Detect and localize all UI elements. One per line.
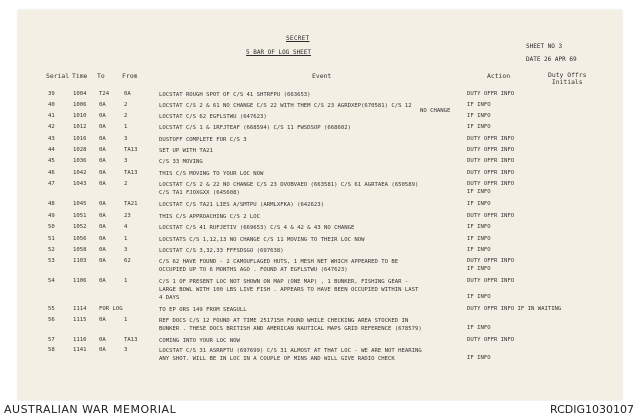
from-cell: 2 xyxy=(124,113,128,119)
serial-cell: 51 xyxy=(48,236,55,242)
event-line: REF DOCS C/S 12 FOUND AT TIME 251715H FOUND WHILE CHECKING AREA STOCKED IN xyxy=(159,318,409,324)
from-cell: 3 xyxy=(124,136,128,142)
action-cell: IF INFO xyxy=(467,201,491,207)
event-line: C/S 33 MOVING xyxy=(159,159,203,165)
action-cell: IF INFO xyxy=(467,113,491,119)
sheet-date: DATE 26 APR 69 xyxy=(526,56,577,63)
action-cell: IF INFO xyxy=(467,189,491,195)
event-line: LOCSTAT ROUGH SPOT OF C/S 41 SHTRFPU (663653) xyxy=(159,92,311,98)
to-cell: 0A xyxy=(99,278,106,284)
event-line: THIS C/S APPROACHING C/S 2 LOC xyxy=(159,214,261,220)
to-cell: 0A xyxy=(99,317,106,323)
serial-cell: 53 xyxy=(48,258,55,264)
from-cell: TA13 xyxy=(124,337,138,343)
serial-cell: 42 xyxy=(48,124,55,130)
serial-cell: 54 xyxy=(48,278,55,284)
time-cell: 1114 xyxy=(73,306,87,312)
action-cell: IF INFO xyxy=(467,247,491,253)
to-cell: 0A xyxy=(99,102,106,108)
action-cell: DUTY OFFR INFO xyxy=(467,278,515,284)
column-header-to: To xyxy=(97,72,105,80)
time-cell: 1042 xyxy=(73,170,87,176)
to-cell: FOR LOG xyxy=(99,306,123,312)
event-line: COMING INTO YOUR LOC NOW xyxy=(159,338,240,344)
serial-cell: 58 xyxy=(48,347,55,353)
time-cell: 1004 xyxy=(73,91,87,97)
from-cell: 23 xyxy=(124,213,131,219)
to-cell: 0A xyxy=(99,158,106,164)
time-cell: 1028 xyxy=(73,147,87,153)
event-line: 4 DAYS xyxy=(159,295,180,301)
event-line: LOCSTAT C/S 3,32,33 FFFSDSGO (697638) xyxy=(159,248,284,254)
event-line: LOCSTAT C/S 1 & 1RFJTEAF (668594) C/S 11 FWSDSOP (668602) xyxy=(159,125,351,131)
time-cell: 1115 xyxy=(73,317,87,323)
from-cell: TA13 xyxy=(124,147,138,153)
to-cell: 0A xyxy=(99,247,106,253)
from-cell: TA13 xyxy=(124,170,138,176)
serial-cell: 52 xyxy=(48,247,55,253)
event-line: C/S 62 HAVE FOUND - 2 CAMOUFLAGED HUTS, 1 MESH NET WHICH APPEARED TO BE xyxy=(159,259,399,265)
to-cell: 0A xyxy=(99,224,106,230)
serial-cell: 47 xyxy=(48,181,55,187)
event-line: C/S TA1 FJOXGXX (645608) xyxy=(159,190,240,196)
action-cell: IF INFO xyxy=(467,325,491,331)
to-cell: 0A xyxy=(99,347,106,353)
event-line: LOCSTAT C/S 2 & 22 NO CHANGE C/S 23 DVOBVAEO (663581) C/S 61 AGRTAEA (650589) xyxy=(159,182,419,188)
action-cell: DUTY OFFR INFO xyxy=(467,337,515,343)
serial-cell: 44 xyxy=(48,147,55,153)
time-cell: 1141 xyxy=(73,347,87,353)
to-cell: 0A xyxy=(99,181,106,187)
serial-cell: 56 xyxy=(48,317,55,323)
time-cell: 1051 xyxy=(73,213,87,219)
event-line: C/S 1 OF PRESENT LOC NOT SHOWN ON MAP (ONE MAP) , 1 BUNKER, FISHING GEAR - xyxy=(159,279,409,285)
action-cell: IF INFO xyxy=(467,355,491,361)
document-classification: SECRET xyxy=(286,35,310,42)
event-line: LOCSTAT C/S TA21 LIES A/SMTPU (ARMLXFKA) (642623) xyxy=(159,202,325,208)
action-cell: DUTY OFFR INFO xyxy=(467,147,515,153)
to-cell: 0A xyxy=(99,258,106,264)
action-cell: DUTY OFFR INFO xyxy=(467,181,515,187)
event-line: LOCSTATS C/S 1,12,13 NO CHANGE C/S 11 MOVING TO THEIR LOC NOW xyxy=(159,237,365,243)
to-cell: 0A xyxy=(99,136,106,142)
from-cell: 4 xyxy=(124,224,128,230)
event-line: LOCSTAT C/S 62 EGFLSTWU (647623) xyxy=(159,114,267,120)
action-cell: IF INFO xyxy=(467,236,491,242)
action-cell: DUTY OFFR INFO xyxy=(467,158,515,164)
time-cell: 1116 xyxy=(73,337,87,343)
time-cell: 1006 xyxy=(73,102,87,108)
event-line: LOCSTAT C/S 2 & 61 NO CHANGE C/S 22 WITH THEM C/S 23 AGRDXEP(670581) C/S 12 xyxy=(159,103,412,109)
event-line: DUSTOFF COMPLETE FOR C/S 3 xyxy=(159,137,247,143)
to-cell: 0A xyxy=(99,113,106,119)
action-cell: DUTY OFFR INFO xyxy=(467,91,515,97)
from-cell: 3 xyxy=(124,247,128,253)
to-cell: 0A xyxy=(99,337,106,343)
time-cell: 1010 xyxy=(73,113,87,119)
document-subtitle: 5 BAR OF LOG SHEET xyxy=(246,49,312,56)
event-line: LOCSTAT C/S 41 RUFJETIV (669653) C/S 4 & 42 & 43 NO CHANGE xyxy=(159,225,355,231)
to-cell: 0A xyxy=(99,201,106,207)
serial-cell: 43 xyxy=(48,136,55,142)
from-cell: 2 xyxy=(124,102,128,108)
from-cell: 1 xyxy=(124,278,128,284)
time-cell: 1103 xyxy=(73,258,87,264)
time-cell: 1058 xyxy=(73,247,87,253)
event-line: OCCUPIED UP TO 6 MONTHS AGO . FOUND AT EGFLSTWU (647623) xyxy=(159,267,348,273)
column-header-duty-initials: Duty Offrs Initials xyxy=(548,71,587,86)
serial-cell: 48 xyxy=(48,201,55,207)
from-cell: 2 xyxy=(124,181,128,187)
to-cell: 0A xyxy=(99,213,106,219)
column-header-serial: Serial xyxy=(46,72,70,80)
event-line: LARGE BOWL WITH 100 LBS LIVE FISH . APPEARS TO HAVE BEEN OCCUPIED WITHIN LAST xyxy=(159,287,419,293)
action-cell: DUTY OFFR INFO IF IN WAITING xyxy=(467,306,562,312)
action-cell: DUTY OFFR INFO xyxy=(467,213,515,219)
from-cell: TA21 xyxy=(124,201,138,207)
time-cell: 1016 xyxy=(73,136,87,142)
from-cell: 1 xyxy=(124,124,128,130)
event-line: NO CHANGE xyxy=(420,108,451,114)
action-cell: IF INFO xyxy=(467,102,491,108)
footer-archive-name: AUSTRALIAN WAR MEMORIAL xyxy=(4,403,177,416)
serial-cell: 45 xyxy=(48,158,55,164)
serial-cell: 46 xyxy=(48,170,55,176)
event-line: LOCSTAT C/S 31 ASRRFTU (697699) C/S 31 ALMOST AT THAT LOC - WE ARE NOT HEARING xyxy=(159,348,422,354)
to-cell: 0A xyxy=(99,170,106,176)
from-cell: 0A xyxy=(124,91,131,97)
to-cell: 0A xyxy=(99,236,106,242)
column-header-from: From xyxy=(122,72,138,80)
serial-cell: 40 xyxy=(48,102,55,108)
event-line: TO EP ORS 149 FROM SEAGULL xyxy=(159,307,247,313)
from-cell: 3 xyxy=(124,347,128,353)
serial-cell: 55 xyxy=(48,306,55,312)
serial-cell: 57 xyxy=(48,337,55,343)
from-cell: 1 xyxy=(124,236,128,242)
time-cell: 1036 xyxy=(73,158,87,164)
time-cell: 1106 xyxy=(73,278,87,284)
serial-cell: 41 xyxy=(48,113,55,119)
action-cell: DUTY OFFR INFO xyxy=(467,136,515,142)
serial-cell: 39 xyxy=(48,91,55,97)
action-cell: IF INFO xyxy=(467,224,491,230)
time-cell: 1056 xyxy=(73,236,87,242)
action-cell: DUTY OFFR INFO xyxy=(467,258,515,264)
column-header-action: Action xyxy=(487,72,511,80)
serial-cell: 50 xyxy=(48,224,55,230)
action-cell: IF INFO xyxy=(467,124,491,130)
event-line: BUNKER . THESE DOCS BRITISH AND AMERICAN NAUTICAL MAPS GRID REFERENCE (678579) xyxy=(159,326,422,332)
from-cell: 3 xyxy=(124,158,128,164)
time-cell: 1045 xyxy=(73,201,87,207)
event-line: ANY SHOT. WILL BE IN LOC IN A COUPLE OF MINS AND WILL GIVE RADIO CHECK xyxy=(159,356,395,362)
action-cell: DUTY OFFR INFO xyxy=(467,170,515,176)
serial-cell: 49 xyxy=(48,213,55,219)
to-cell: T24 xyxy=(99,91,110,97)
time-cell: 1043 xyxy=(73,181,87,187)
event-line: THIS C/S MOVING TO YOUR LOC NOW xyxy=(159,171,264,177)
event-line: SET UP WITH TA21 xyxy=(159,148,213,154)
footer-record-id: RCDIG1030107 xyxy=(549,403,634,416)
sheet-number: SHEET NO 3 xyxy=(526,43,563,50)
from-cell: 1 xyxy=(124,317,128,323)
to-cell: 0A xyxy=(99,147,106,153)
from-cell: 62 xyxy=(124,258,131,264)
action-cell: IF INFO xyxy=(467,294,491,300)
time-cell: 1052 xyxy=(73,224,87,230)
to-cell: 0A xyxy=(99,124,106,130)
column-header-event: Event xyxy=(312,72,332,80)
column-header-time: Time xyxy=(72,72,88,80)
time-cell: 1012 xyxy=(73,124,87,130)
action-cell: IF INFO xyxy=(467,266,491,272)
